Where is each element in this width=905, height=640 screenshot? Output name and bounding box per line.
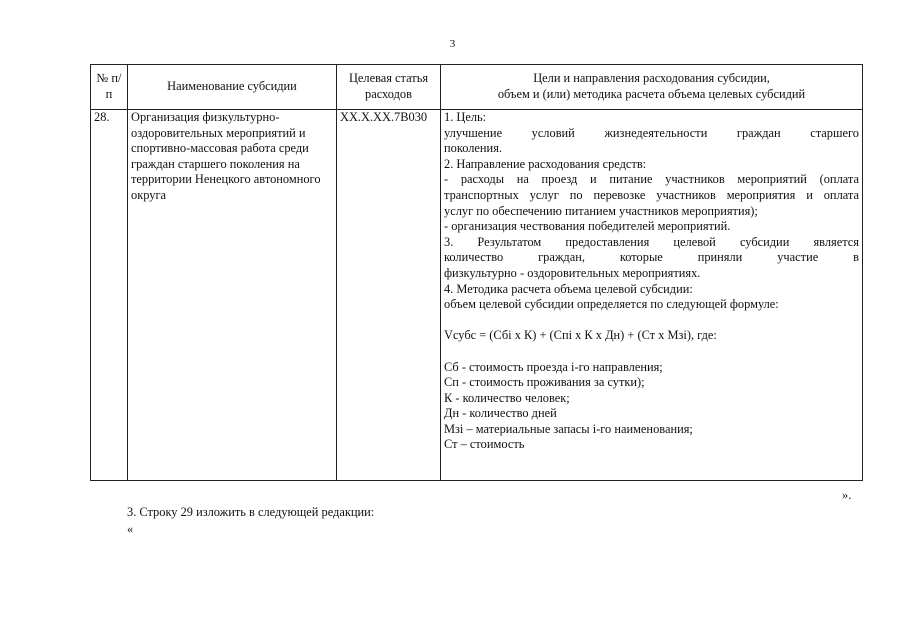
- content-line: Мзi – материальные запасы i-го наименования;: [444, 421, 693, 436]
- spacer: [444, 313, 859, 329]
- table-header-row: [91, 65, 863, 110]
- content-line: услуг по обеспечению питанием участников мероприятия);: [444, 203, 758, 218]
- header-number: № п/п: [91, 65, 128, 110]
- row-goals-content: [441, 110, 863, 481]
- header-subsidy-name: Наименование субсидии: [128, 65, 337, 110]
- content-line: 1. Цель:: [444, 110, 487, 124]
- row-subsidy-name: Организация физкультурно-оздоровительных мероприятий и спортивно-массовая работа среди граждан старшего поколения на территории Ненецкого автономного округа: [128, 110, 337, 481]
- content-line: транспортных услуг по перевозке участников мероприятия и оплата: [444, 187, 859, 202]
- content-line: - организация чествования победителей мероприятий.: [444, 219, 731, 234]
- formula-line: Vсубс = (Сбi x К) + (Спi x К x Дн) + (Ст x Мзi), где:: [444, 328, 717, 343]
- spacer: [444, 344, 859, 360]
- content-line: Сб - стоимость проезда i-го направления;: [444, 359, 663, 374]
- table-row: [91, 110, 863, 481]
- content-line: Ст – стоимость: [444, 437, 525, 452]
- opening-quote: «: [127, 522, 134, 536]
- header-goals-line-2: объем и (или) методика расчета объема целевых субсидий: [497, 87, 806, 101]
- content-line: количество граждан, которые приняли участие в: [444, 250, 859, 265]
- header-goals-line-1: Цели и направления расходования субсидии,: [533, 71, 770, 86]
- content-line: Дн - количество дней: [444, 406, 557, 421]
- amendment-paragraph: 3. Строку 29 изложить в следующей редакции:: [127, 505, 375, 519]
- page-number: 3: [449, 38, 456, 50]
- closing-quote: ».: [842, 488, 852, 502]
- header-target-article: Целевая статья расходов: [337, 65, 441, 110]
- row-target-article: XX.X.XX.7B030: [337, 110, 441, 481]
- content-line: Сп - стоимость проживания за сутки);: [444, 375, 645, 390]
- content-line: улучшение условий жизнедеятельности граждан старшего: [444, 125, 859, 140]
- content-line: объем целевой субсидии определяется по следующей формуле:: [444, 297, 779, 312]
- content-line: физкультурно - оздоровительных мероприятиях.: [444, 265, 701, 280]
- header-goals: [441, 65, 863, 110]
- content-line: 4. Методика расчета объема целевой субсидии:: [444, 281, 693, 296]
- content-line: К - количество человек;: [444, 390, 570, 405]
- content-line: 2. Направление расходования средств:: [444, 156, 647, 171]
- row-number: 28.: [91, 110, 128, 481]
- content-line: поколения.: [444, 141, 502, 156]
- content-line: 3. Результатом предоставления целевой субсидии является: [444, 234, 859, 249]
- content-line: - расходы на проезд и питание участников мероприятий (оплата: [444, 172, 859, 187]
- subsidy-table: [90, 64, 863, 481]
